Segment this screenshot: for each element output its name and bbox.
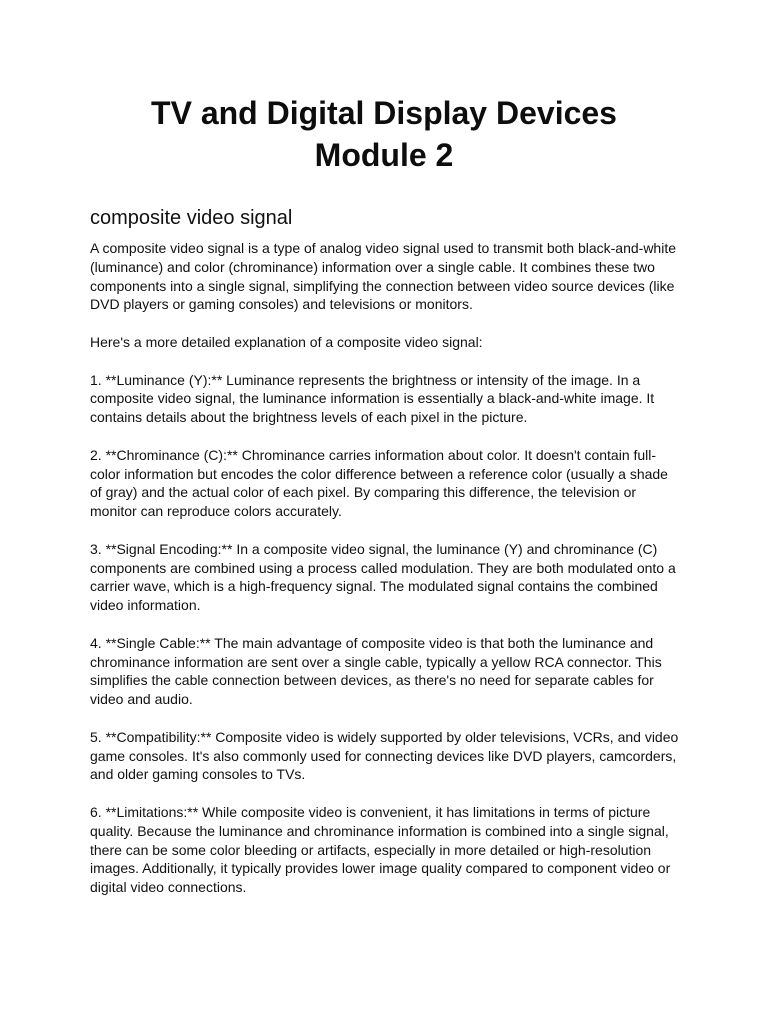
lead-in-paragraph: Here's a more detailed explanation of a composite video signal:	[90, 333, 483, 350]
list-item-luminance: 1. **Luminance (Y):** Luminance represents the brightness or intensity of the image. In a composite video signal, the luminance information is essentially a black-and-white image. It contains details about the brightness levels of each pixel in the picture.	[90, 371, 655, 426]
list-item-limitations: 6. **Limitations:** While composite video is convenient, it has limitations in terms of picture quality. Because the luminance and chrominance information is combined into a single signal, there can be some color bleeding or artifacts, especially in more detailed or high-resolution images. Additionally, it typically provides lower image quality compared to component video or digital video connections.	[90, 803, 671, 896]
document-title	[60, 92, 708, 176]
document-body	[90, 239, 680, 916]
document-title-line-2: Module 2	[314, 137, 454, 173]
list-item-single-cable: 4. **Single Cable:** The main advantage of composite video is that both the luminance and chrominance information are sent over a single cable, typically a yellow RCA connector. This simplifies the cable connection between devices, as there's no need for separate cables for video and audio.	[90, 634, 662, 708]
intro-paragraph: A composite video signal is a type of analog video signal used to transmit both black-and-white (luminance) and color (chrominance) information over a single cable. It combines these two components into a single signal, simplifying the connection between video source devices (like DVD players or gaming consoles) and televisions or monitors.	[90, 240, 677, 313]
section-heading: composite video signal	[90, 207, 293, 229]
document-title-line-1: TV and Digital Display Devices	[151, 95, 617, 131]
list-item-chrominance: 2. **Chrominance (C):** Chrominance carries information about color. It doesn't contain full-color information but encodes the color difference between a reference color (usually a shade of gray) and the actual color of each pixel. By comparing this difference, the television or monitor can reproduce colors accurately.	[90, 446, 668, 520]
list-item-compatibility: 5. **Compatibility:** Composite video is widely supported by older televisions, VCRs, and video game consoles. It's also commonly used for connecting devices like DVD players, camcorders, and older gaming consoles to TVs.	[90, 728, 679, 783]
list-item-signal-encoding: 3. **Signal Encoding:** In a composite video signal, the luminance (Y) and chrominance (C) components are combined using a process called modulation. They are both modulated onto a carrier wave, which is a high-frequency signal. The modulated signal contains the combined video information.	[90, 540, 676, 614]
